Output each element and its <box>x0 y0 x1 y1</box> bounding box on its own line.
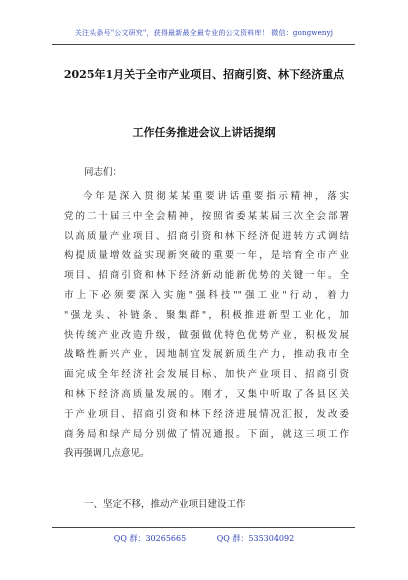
header-divider <box>52 44 355 45</box>
body-line: 商务局和绿产局分别做了情况通报。下面，就这三项工作 <box>64 428 349 440</box>
body-line: 于产业项目、招商引资和林下经济进展情况汇报，发改委 <box>64 408 349 420</box>
body-line: "强龙头、补链条、聚集群"，积极推进新型工业化，加 <box>64 309 349 321</box>
body-line: 战略性新兴产业，因地制宜发展新质生产力，推动我市全 <box>64 349 349 361</box>
footer-qq-group-2: QQ 群：535304092 <box>216 534 295 543</box>
document-title-line-2: 工作任务推进会议上讲话提纲 <box>132 126 276 139</box>
header-note: 关注头条号"公文研究"，获得最新最全最专业的公文资料库！ 微信：gongwenyj <box>74 29 334 37</box>
body-line: 党的二十届三中全会精神，按照省委某某届三次全会部署 <box>64 210 349 222</box>
body-paragraph <box>64 187 349 464</box>
body-line: 快传统产业改造升级，做强做优特色优势产业，积极发展 <box>64 329 349 341</box>
body-line: 今年是深入贯彻某某重要讲话重要指示精神，落实 <box>83 191 349 202</box>
footer <box>0 533 408 544</box>
footer-divider <box>52 527 355 528</box>
body-line: 我再强调几点意见。 <box>64 448 150 460</box>
body-line: 和林下经济高质量发展的。刚才，又集中听取了各县区关 <box>64 388 349 400</box>
section-heading: 一、坚定不移，推动产业项目建设工作 <box>84 499 246 510</box>
body-line: 以高质量产业项目、招商引资和林下经济促进转方式调结 <box>64 230 349 242</box>
body-line: 面完成全年经济社会发展目标、加快产业项目、招商引资 <box>64 369 349 381</box>
document-title-line-1: 2025年1月关于全市产业项目、招商引资、林下经济重点 <box>63 68 345 81</box>
salutation: 同志们： <box>84 167 123 178</box>
footer-qq-group-1: QQ 群：30265665 <box>113 534 187 543</box>
body-line: 市上下必须要深入实施"强科技""强工业"行动，着力 <box>64 289 349 301</box>
body-line: 构提质量增效益实现新突破的重要一年，是培育全市产业 <box>64 250 349 262</box>
body-line: 项目、招商引资和林下经济新动能新优势的关键一年。全 <box>64 270 349 282</box>
